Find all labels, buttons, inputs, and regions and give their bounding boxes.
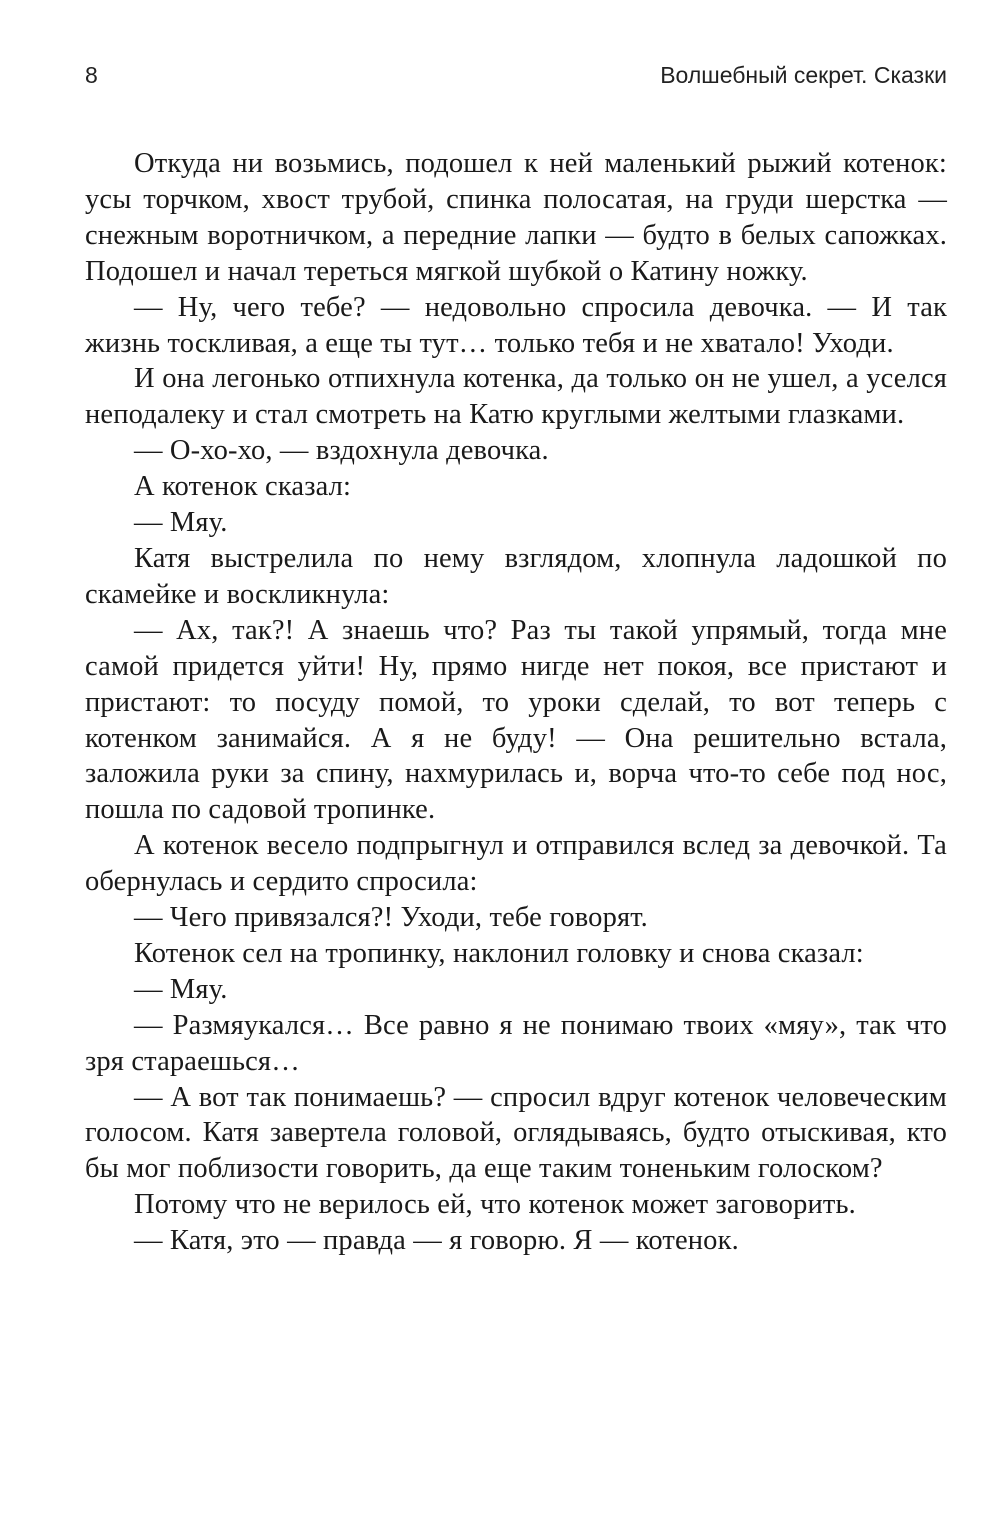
paragraph: Потому что не верилось ей, что котенок может заговорить.	[134, 1189, 856, 1221]
paragraph: А котенок сказал:	[134, 471, 352, 503]
paragraph: Катя выстрелила по нему взглядом, хлопнула ладошкой по скамейке и воскликнула:	[85, 542, 947, 610]
paragraph: — Ну, чего тебе? — недовольно спросила девочка. — И так жизнь тоскливая, а еще ты тут… только тебя и не хватало! Уходи.	[85, 291, 947, 359]
paragraph: Откуда ни возьмись, подошел к ней маленький рыжий котенок: усы торчком, хвост трубой, спинка полосатая, на груди шерстка — снежным воротничком, а передние лапки — будто в белых сапожках. Подошел и начал тереться мягкой шубкой о Катину ножку.	[85, 148, 947, 287]
paragraph: — О-хо-хо, — вздохнула девочка.	[134, 435, 549, 467]
paragraph: А котенок весело подпрыгнул и отправился вслед за девочкой. Та обернулась и сердито спросила:	[85, 830, 947, 898]
running-title: Волшебный секрет. Сказки	[660, 62, 947, 88]
page-number: 8	[85, 62, 98, 88]
paragraph: — Катя, это — правда — я говорю. Я — котенок.	[134, 1225, 739, 1257]
paragraph: — Размяукался… Все равно я не понимаю твоих «мяу», так что зря стараешься…	[85, 1009, 947, 1077]
page-header	[85, 62, 947, 102]
body-text	[85, 146, 947, 1259]
paragraph: — Чего привязался?! Уходи, тебе говорят.	[134, 902, 648, 934]
paragraph: Котенок сел на тропинку, наклонил головку и снова сказал:	[134, 937, 864, 969]
paragraph: — А вот так понимаешь? — спросил вдруг котенок человеческим голосом. Катя завертела головой, оглядываясь, будто отыскивая, кто бы мог поблизости говорить, да еще таким тоненьким голоском?	[85, 1081, 947, 1185]
paragraph: И она легонько отпихнула котенка, да только он не ушел, а уселся неподалеку и стал смотреть на Катю круглыми желтыми глазками.	[85, 363, 947, 431]
paragraph: — Ах, так?! А знаешь что? Раз ты такой упрямый, тогда мне самой придется уйти! Ну, прямо нигде нет покоя, все пристают и пристают: то посуду помой, то уроки сделай, то вот теперь с котенком занимайся. А я не буду! — Она решительно встала, заложила руки за спину, нахмурилась и, ворча что-то себе под нос, пошла по садовой тропинке.	[85, 614, 947, 826]
paragraph: — Мяу.	[134, 973, 228, 1005]
paragraph: — Мяу.	[134, 507, 228, 539]
